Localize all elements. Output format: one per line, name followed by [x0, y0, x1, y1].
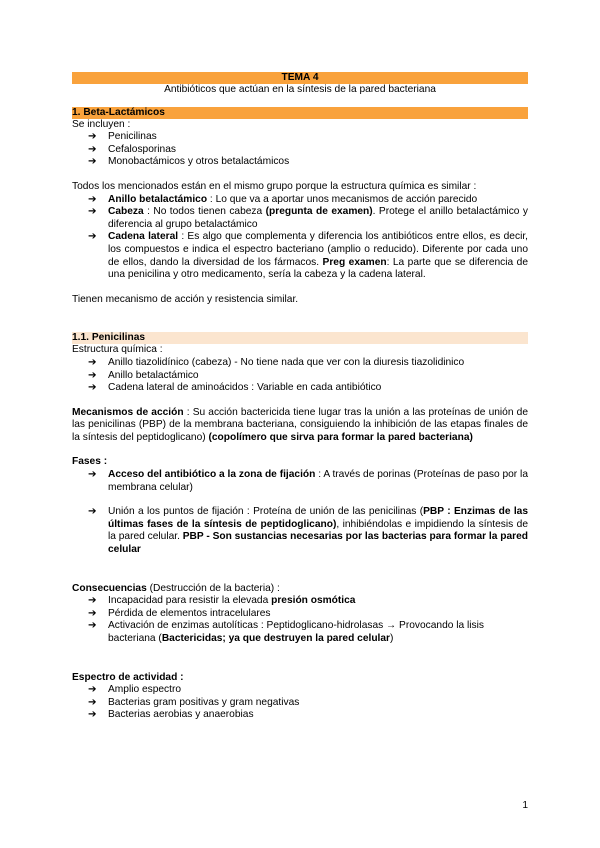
list-item: ➔ Cefalosporinas — [88, 143, 176, 155]
arrow-icon: ➔ — [88, 696, 97, 708]
list-item: ➔ Cabeza : No todos tienen cabeza (pregunta de examen). Protege el anillo betalactámico y diferencia al grupo betalactámico — [88, 206, 528, 230]
list-item: ➔ Anillo tiazolidínico (cabeza) - No tiene nada que ver con la diuresis tiazolidinico — [88, 356, 465, 368]
tema-title: TEMA 4 — [72, 72, 528, 84]
arrow-icon: ➔ — [88, 143, 97, 155]
list-item: ➔ Incapacidad para resistir la elevada presión osmótica — [88, 595, 356, 607]
section-intro: Estructura química : — [72, 344, 163, 356]
arrow-icon: ➔ — [88, 131, 97, 143]
arrow-icon: ➔ — [88, 607, 97, 619]
section-heading-penicilinas: 1.1. Penicilinas — [72, 332, 528, 344]
consequences-heading: Consecuencias (Destrucción de la bacteria) : — [72, 582, 280, 594]
closing-paragraph: Tienen mecanismo de acción y resistencia similar. — [72, 293, 299, 305]
arrow-icon: ➔ — [88, 620, 97, 632]
arrow-icon: ➔ — [88, 469, 97, 481]
structure-list — [72, 194, 528, 282]
phases-list — [72, 469, 528, 494]
list-item: ➔ Amplio espectro — [88, 684, 182, 696]
consequences-list — [72, 595, 528, 645]
list-item: ➔ Pérdida de elementos intracelulares — [88, 607, 271, 619]
section-heading-beta-lactamicos: 1. Beta-Lactámicos — [72, 107, 528, 119]
spectrum-heading: Espectro de actividad : — [72, 671, 184, 683]
phases-heading: Fases : — [72, 456, 108, 468]
structure-list — [72, 357, 528, 395]
arrow-icon: ➔ — [88, 356, 97, 368]
phases-list — [72, 506, 528, 556]
list-item: ➔ Acceso del antibiótico a la zona de fijación : A través de porinas (Proteínas de paso por la membrana celular) — [88, 469, 528, 493]
page-number: 1 — [522, 800, 528, 811]
list-item: ➔ Cadena lateral de aminoácidos : Variable en cada antibiótico — [88, 382, 382, 394]
arrow-icon: ➔ — [88, 506, 97, 518]
included-list — [72, 131, 528, 169]
list-item: ➔ Cadena lateral : Es algo que complementa y diferencia los antibióticos entre ellos, es decir, los compuestos e indica el espectro bacteriano (amplio o reducido). Diferente por cada uno de ellos, dando la diversidad de los fármacos. Preg examen: La parte que se diferencia de una penicilina y otro medicamento, sería la cabeza y la cadena lateral. — [88, 231, 528, 281]
arrow-icon: ➔ — [88, 382, 97, 394]
document-page — [72, 72, 528, 722]
arrow-icon: ➔ — [88, 156, 97, 168]
arrow-icon: ➔ — [88, 231, 97, 243]
arrow-icon: ➔ — [88, 193, 97, 205]
arrow-icon: ➔ — [88, 369, 97, 381]
list-item: ➔ Anillo betalactámico : Lo que va a aportar unos mecanismos de acción parecido — [88, 193, 478, 205]
tema-subtitle: Antibióticos que actúan en la síntesis de la pared bacteriana — [164, 84, 436, 95]
section-intro: Se incluyen : — [72, 118, 131, 130]
list-item: ➔ Activación de enzimas autolíticas : Peptidoglicano-hidrolasas → Provocando la lisis bacteriana (Bactericidas; ya que destruyen la pared celular) — [88, 620, 484, 644]
list-item: ➔ Bacterias gram positivas y gram negativas — [88, 696, 300, 708]
list-item: ➔ Anillo betalactámico — [88, 369, 199, 381]
list-item: ➔ Monobactámicos y otros betalactámicos — [88, 156, 290, 168]
arrow-icon: ➔ — [88, 595, 97, 607]
arrow-icon: ➔ — [88, 684, 97, 696]
arrow-icon: ➔ — [88, 206, 97, 218]
list-item: ➔ Unión a los puntos de fijación : Proteína de unión de las penicilinas (PBP : Enzimas de las últimas fases de la síntesis de peptidoglicano), inhibiéndolas e impidiendo la síntesis de la pared celular. PBP - Son sustancias necesarias por las bacterias para formar la pared celular — [88, 506, 528, 556]
arrow-icon: ➔ — [88, 709, 97, 721]
mechanism-paragraph: Mecanismos de acción : Su acción bactericida tiene lugar tras la unión a las proteínas de unión de las penicilinas (PBP) de la membrana bacteriana, consiguiendo la inhibición de las etapas finales de la síntesis del peptidoglicano) (copolímero que sirva para formar la pared bacteriana) — [72, 406, 528, 443]
spectrum-list — [72, 684, 528, 722]
structure-paragraph: Todos los mencionados están en el mismo grupo porque la estructura química es similar : — [72, 180, 477, 192]
list-item: ➔ Bacterias aerobias y anaerobias — [88, 709, 254, 721]
list-item: ➔ Penicilinas — [88, 131, 157, 143]
